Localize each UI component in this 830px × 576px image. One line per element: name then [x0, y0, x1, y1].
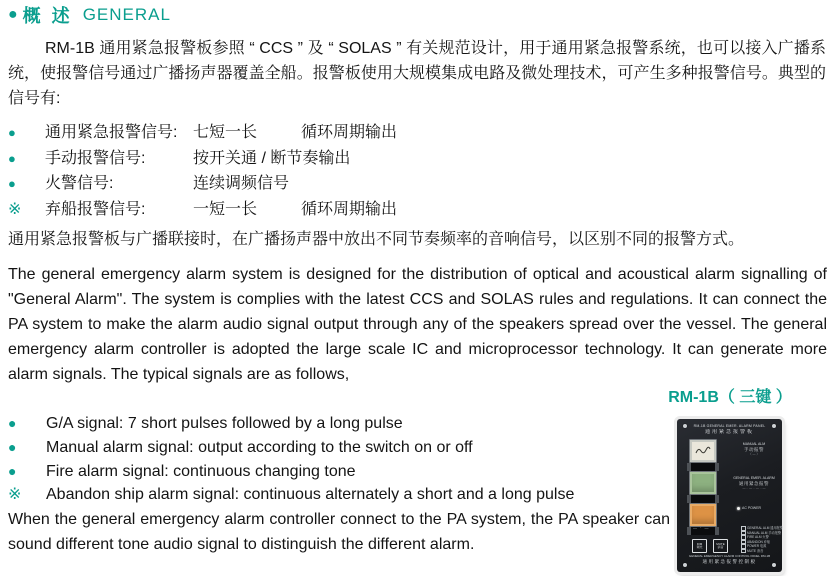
signal-text: Abandon ship alarm signal: continuous alternately a short and a long pulse [46, 486, 575, 504]
intro-paragraph-cn: RM-1B 通用紧急报警板参照 “ CCS ” 及 “ SOLAS ” 有关规范设计，用于通用紧急报警系统，也可以接入广播系统，使报警信号通过广播扬声器覆盖全船。报警板使用大规模集成电路及微处理技术，可产生多种报警信号。典型的信号有: [8, 40, 826, 107]
signal-label: 弃船报警信号: [45, 200, 146, 218]
signal-text: G/A signal: 7 short pulses followed by a long pulse [46, 415, 403, 432]
note-paragraph-cn: 通用紧急报警板与广播联接时，在广播扬声器中放出不同节奏频率的音响信号，以区别不同的报警方式。 [8, 231, 745, 248]
section-bullet-icon: ● [8, 6, 18, 23]
section-title-cn: 概 述 [22, 6, 73, 26]
product-photo-alarm-panel [677, 419, 782, 572]
dim-button: DIM 调光 [692, 539, 707, 553]
signal-label: 手动报警信号: [45, 149, 146, 167]
key-label-general: GENERAL EMER. ALARM 通用紧急报警 — ·· — ·· — ·· — [733, 476, 775, 490]
panel-footer-en: GENERAL EMERGENCY ALARM CONTROL PANEL RM-1B [688, 555, 771, 558]
signal-label: 通用紧急报警信号: [45, 124, 178, 141]
green-key-cap [689, 471, 717, 495]
signal-label: 火警信号: [45, 175, 114, 192]
panel-footer-cn: 通用紧急报警控制板 [702, 559, 757, 564]
fire-alarm-key [689, 503, 717, 535]
list-item [8, 146, 648, 172]
signal-value-2: 循环周期输出 [301, 124, 398, 141]
signal-value: 连续调频信号 [193, 175, 290, 192]
signal-value-2: 循环周期输出 [301, 200, 398, 218]
bullet-icon: ● [8, 462, 17, 479]
power-led-indicator: AC POWER [737, 506, 761, 510]
section-header [8, 2, 171, 28]
reference-mark-icon: ※ [8, 200, 22, 218]
note-paragraph-en: When the general emergency alarm controller connect to the PA system, the PA speaker can sound different tone audio signal to distinguish the different alarm. [8, 511, 670, 553]
key-base [687, 495, 719, 503]
panel-title-cn: 通用紧急报警板 [704, 429, 754, 435]
bullet-icon: ● [8, 415, 17, 431]
bullet-icon: ● [8, 438, 17, 455]
section-title-en: GENERAL [82, 5, 171, 24]
list-item [8, 460, 658, 484]
general-alarm-key [689, 471, 717, 503]
list-item [8, 412, 658, 436]
bullet-icon: ● [8, 125, 16, 140]
key-label-manual: MANUAL ALM 手动报警 （ — ） [742, 442, 766, 456]
signal-value: 按开关通 / 断节奏输出 [193, 149, 351, 167]
intro-paragraph-en: The general emergency alarm system is designed for the distribution of optical and acoustical alarm signalling of "General Alarm". The system is complies with the latest CCS and SOLAS rules and regulations. It can connect the PA system to make the alarm audio signal output through any of the speakers spread over the vessel. The general emergency alarm controller is adopted the large scale IC and microprocessor technology. It can generate more alarm signals. The typical signals are as follows, [8, 266, 827, 383]
signal-list-cn [8, 120, 648, 222]
panel-title-en: RM-1B GENERAL EMER. ALARM PANEL [693, 424, 766, 428]
legend-square-icon [741, 549, 746, 554]
reference-mark-icon: ※ [8, 486, 22, 504]
wave-symbol-icon [689, 439, 717, 463]
panel-legend: GENERAL ALM 通用报警 MANUAL ALM 手动报警 FIRE ALM 火警 ABANDON 弃船 POWER 电源 MUTE 消音 [741, 526, 783, 553]
list-item [8, 436, 658, 460]
led-icon [737, 507, 740, 510]
bullet-icon: ● [8, 150, 16, 166]
signal-text: Fire alarm signal: continuous changing tone [46, 462, 356, 480]
list-item [8, 483, 658, 507]
screw-icon [772, 563, 776, 567]
list-item [8, 171, 648, 197]
manual-alarm-key [689, 439, 717, 471]
signal-value: 七短一长 [193, 124, 258, 141]
signal-list-en [8, 412, 658, 507]
signal-text: Manual alarm signal: output according to the switch on or off [46, 438, 473, 456]
product-caption: RM-1B（ 三键 ） [668, 389, 792, 406]
list-item [8, 197, 648, 223]
signal-value: 一短一长 [193, 200, 258, 218]
orange-key-cap [689, 503, 717, 527]
key-base [687, 463, 719, 471]
mute-button: MUTE 消音 [713, 539, 728, 553]
list-item [8, 120, 648, 146]
bullet-icon: ● [8, 176, 16, 191]
key-tempo-marks: — · — [693, 525, 710, 530]
